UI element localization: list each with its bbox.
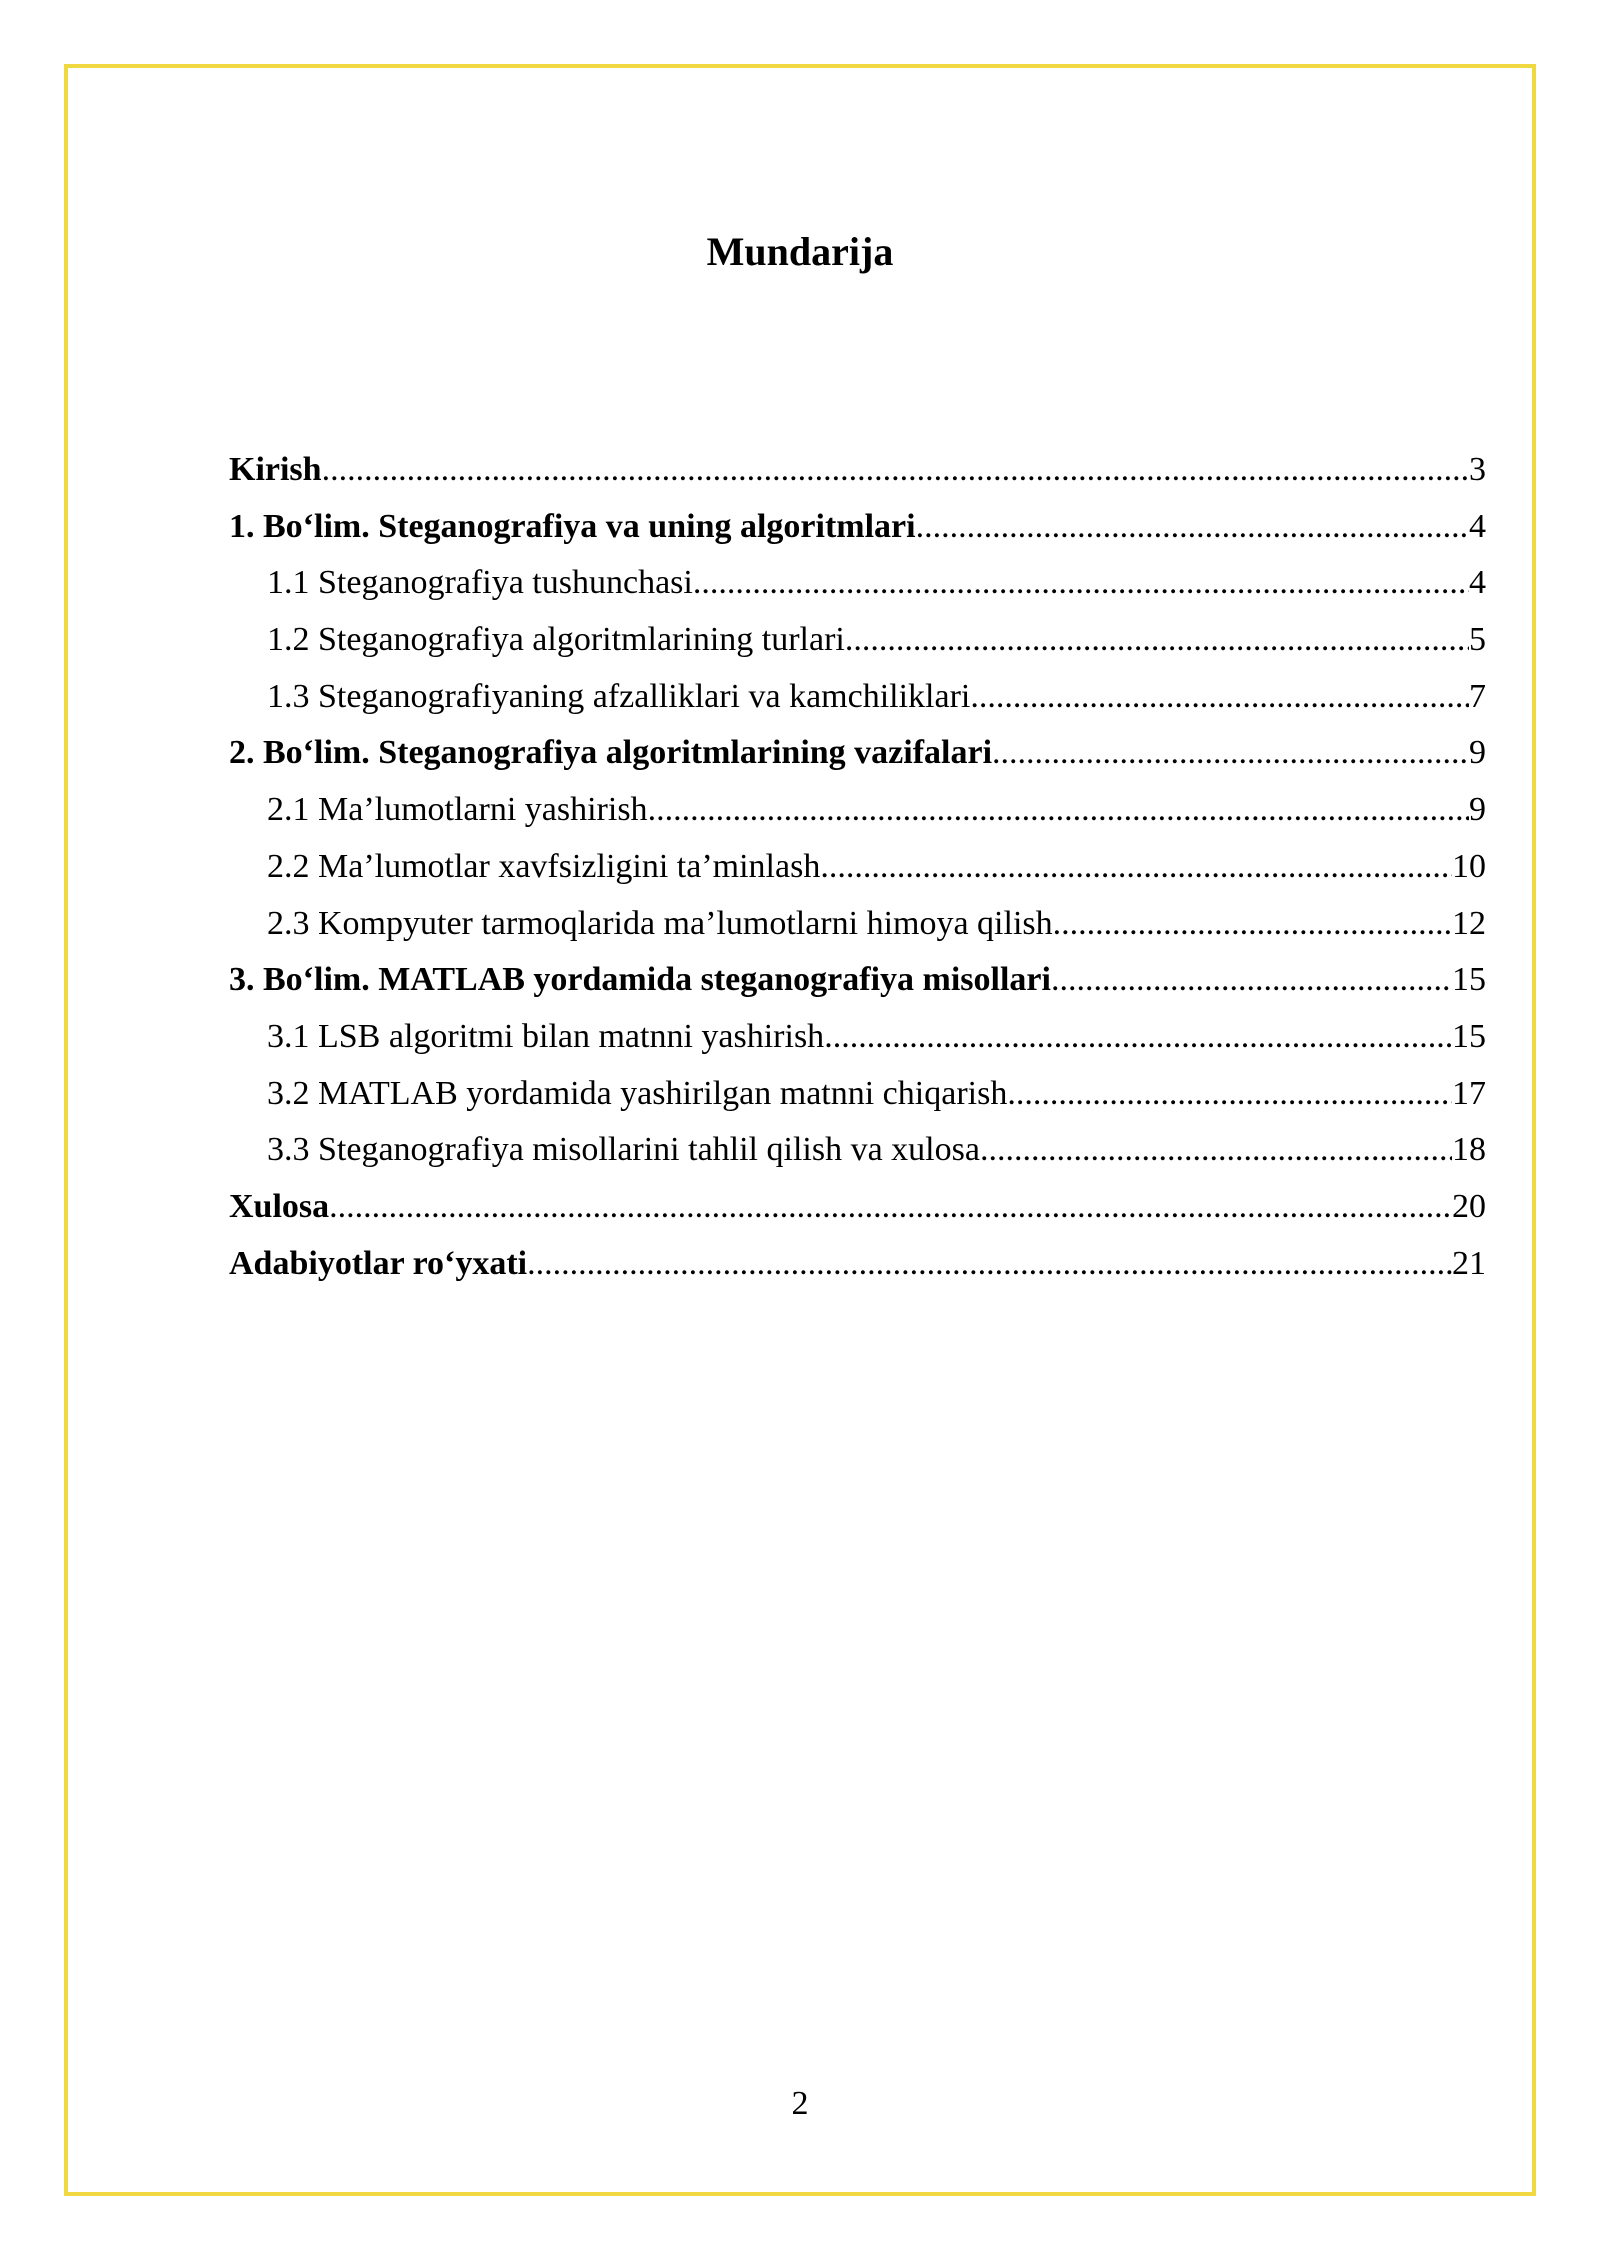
toc-entry-3-2[interactable] [229, 1066, 1486, 1123]
toc-dot-leader [1007, 1066, 1452, 1123]
toc-dot-leader [824, 1009, 1452, 1066]
toc-entry-1-2[interactable] [229, 612, 1486, 669]
toc-dot-leader [980, 1122, 1452, 1179]
toc-entry-3-3[interactable] [229, 1122, 1486, 1179]
toc-entry-section-3[interactable] [229, 952, 1486, 1009]
toc-dot-leader [845, 612, 1469, 669]
toc-dot-leader [970, 669, 1469, 726]
toc-entry-2-2[interactable] [229, 839, 1486, 896]
toc-entry-label: Adabiyotlar ro‘yxati [229, 1244, 528, 1282]
toc-entry-label: 2. Bo‘lim. Steganografiya algoritmlarining vazifalari [229, 734, 993, 772]
toc-entry-page: 9 [1469, 734, 1486, 772]
toc-entry-page: 17 [1452, 1074, 1486, 1112]
toc-entry-section-1[interactable] [229, 499, 1486, 556]
toc-entry-label: 1.3 Steganografiyaning afzalliklari va kamchiliklari [267, 677, 971, 715]
toc-dot-leader [992, 725, 1469, 782]
toc-entry-page: 15 [1452, 961, 1486, 999]
toc-entry-label: 3.3 Steganografiya misollarini tahlil qilish va xulosa [267, 1131, 980, 1169]
toc-entry-label: 3.2 MATLAB yordamida yashirilgan matnni chiqarish [267, 1074, 1008, 1112]
toc-dot-leader [820, 839, 1452, 896]
toc-entry-xulosa[interactable] [229, 1179, 1486, 1236]
toc-entry-label: 1. Bo‘lim. Steganografiya va uning algoritmlari [229, 507, 916, 545]
toc-entry-1-1[interactable] [229, 555, 1486, 612]
toc-entry-2-1[interactable] [229, 782, 1486, 839]
toc-entry-label: Xulosa [229, 1187, 330, 1225]
toc-entry-label: Kirish [229, 451, 322, 488]
toc-entry-3-1[interactable] [229, 1009, 1486, 1066]
toc-entry-label: 1.1 Steganografiya tushunchasi [267, 564, 693, 602]
toc-entry-page: 3 [1469, 451, 1486, 488]
toc-entry-page: 21 [1452, 1244, 1486, 1282]
toc-dot-leader [648, 782, 1469, 839]
toc-dot-leader [1053, 896, 1452, 953]
toc-entry-page: 20 [1452, 1187, 1486, 1225]
page-title: Mundarija [706, 229, 894, 274]
toc-dot-leader [322, 442, 1469, 499]
toc-entry-section-2[interactable] [229, 725, 1486, 782]
toc-entry-label: 3.1 LSB algoritmi bilan matnni yashirish [267, 1017, 825, 1055]
toc-dot-leader [329, 1179, 1452, 1236]
table-of-contents [229, 442, 1486, 1292]
toc-entry-adabiyotlar[interactable] [229, 1236, 1486, 1293]
toc-dot-leader [916, 499, 1469, 556]
toc-entry-page: 10 [1452, 847, 1486, 885]
toc-dot-leader [693, 555, 1469, 612]
toc-entry-label: 1.2 Steganografiya algoritmlarining turlari [267, 621, 845, 659]
page-number: 2 [791, 2085, 809, 2122]
toc-entry-page: 9 [1469, 791, 1486, 829]
toc-dot-leader [527, 1236, 1452, 1293]
toc-entry-page: 7 [1469, 677, 1486, 715]
toc-entry-1-3[interactable] [229, 669, 1486, 726]
toc-entry-label: 2.2 Ma’lumotlar xavfsizligini ta’minlash [267, 847, 821, 885]
toc-dot-leader [1051, 952, 1452, 1009]
toc-entry-page: 4 [1469, 564, 1486, 602]
toc-entry-page: 18 [1452, 1131, 1486, 1169]
toc-entry-2-3[interactable] [229, 896, 1486, 953]
toc-entry-page: 5 [1469, 621, 1486, 659]
toc-entry-label: 3. Bo‘lim. MATLAB yordamida steganografiya misollari [229, 961, 1051, 999]
toc-entry-label: 2.3 Kompyuter tarmoqlarida ma’lumotlarni himoya qilish [267, 904, 1053, 942]
toc-entry-label: 2.1 Ma’lumotlarni yashirish [267, 791, 648, 829]
toc-entry-kirish[interactable] [229, 442, 1486, 499]
toc-entry-page: 4 [1469, 507, 1486, 545]
toc-entry-page: 12 [1452, 904, 1486, 942]
toc-entry-page: 15 [1452, 1017, 1486, 1055]
